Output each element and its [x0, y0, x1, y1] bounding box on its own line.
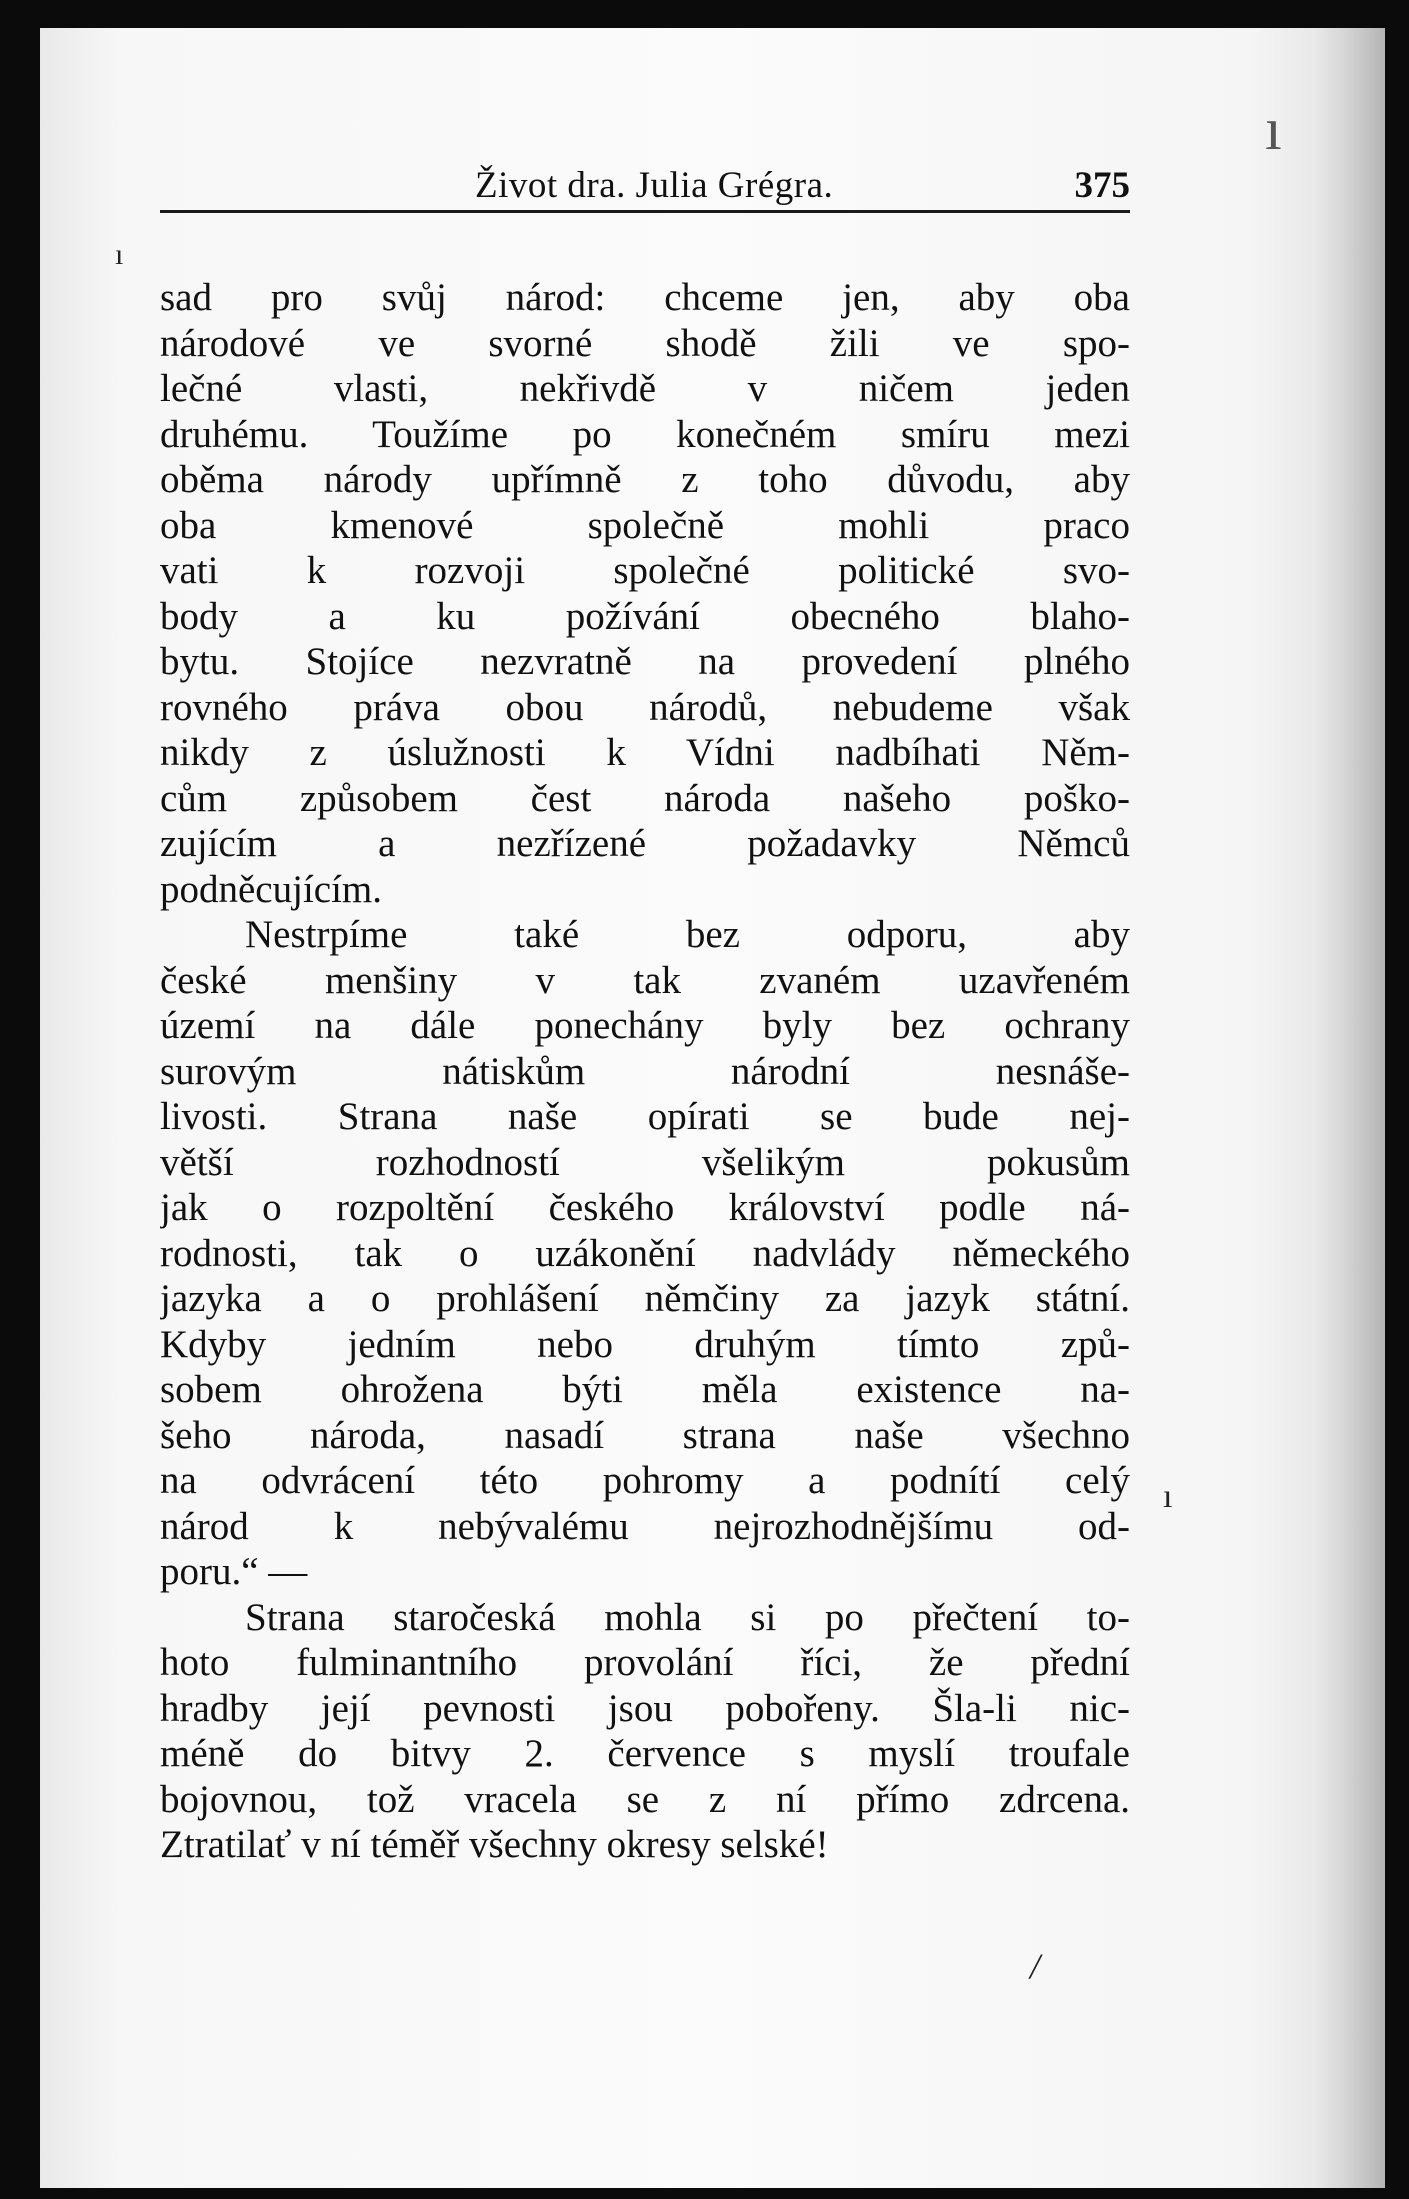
paragraph-first-line: Strana staročeská mohla si po přečtení to-: [245, 1595, 1130, 1639]
text-line: vati k rozvoji společné politické svo-: [160, 549, 1130, 592]
text-line: bojovnou, tož vracela se z ní přímo zdrcena.: [160, 1777, 1130, 1821]
running-header: [160, 160, 1130, 213]
text-line: území na dále ponechány byly bez ochrany: [160, 1004, 1130, 1047]
text-line: druhému. Toužíme po konečném smíru mezi: [160, 412, 1130, 456]
text-line: bytu. Stojíce nezvratně na provedení plného: [160, 640, 1130, 683]
text-line: jazyka a o prohlášení němčiny za jazyk státní.: [160, 1277, 1130, 1320]
text-line: Ztratilať v ní téměř všechny okresy selské!: [160, 1823, 829, 1866]
text-line: cům způsobem čest národa našeho poško-: [160, 776, 1130, 820]
body-text: [160, 275, 1130, 1868]
page-number: 375: [1074, 165, 1130, 206]
text-line: livosti. Strana naše opírati se bude nej-: [160, 1095, 1130, 1138]
text-line: sad pro svůj národ: chceme jen, aby oba: [160, 276, 1130, 319]
text-line: body a ku požívání obecného blaho-: [160, 594, 1130, 638]
text-line: sobem ohrožena býti měla existence na-: [160, 1368, 1130, 1411]
text-line: národové ve svorné shodě žili ve spo-: [160, 321, 1130, 365]
text-line: zujícím a nezřízené požadavky Němců: [160, 822, 1130, 865]
text-line: lečné vlasti, nekřivdě v ničem jeden: [160, 367, 1130, 410]
text-line: české menšiny v tak zvaném uzavřeném: [160, 958, 1130, 1002]
text-line: surovým nátiskům národní nesnáše-: [160, 1049, 1130, 1093]
scan-speck: /: [1030, 1946, 1041, 1986]
text-line: méně do bitvy 2. července s myslí troufale: [160, 1732, 1130, 1775]
paragraph-first-line: Nestrpíme také bez odporu, aby: [245, 913, 1130, 956]
text-line: nikdy z úslužnosti k Vídni nadbíhati Něm-: [160, 731, 1130, 774]
text-line: oběma národy upřímně z toho důvodu, aby: [160, 458, 1130, 501]
text-line: poru.“ —: [160, 1550, 308, 1593]
scan-speck: ı: [115, 238, 124, 271]
text-line: rovného práva obou národů, nebudeme však: [160, 685, 1130, 729]
running-title: Život dra. Julia Grégra.: [475, 165, 834, 206]
text-line: větší rozhodností všelikým pokusům: [160, 1140, 1130, 1184]
text-line: jak o rozpoltění českého království podle ná-: [160, 1186, 1130, 1229]
page-edge-shadow: [1315, 28, 1385, 2188]
text-line: rodnosti, tak o uzákonění nadvlády německého: [160, 1231, 1130, 1275]
text-line: na odvrácení této pohromy a podnítí celý: [160, 1459, 1130, 1502]
text-line: národ k nebývalému nejrozhodnějšímu od-: [160, 1504, 1130, 1548]
text-line: hradby její pevnosti jsou pobořeny. Šla-li nic-: [160, 1686, 1130, 1730]
scan-speck: ı: [1265, 96, 1282, 162]
text-line: Kdyby jedním nebo druhým tímto způ-: [160, 1322, 1130, 1366]
text-line: podněcujícím.: [160, 867, 383, 911]
text-line: hoto fulminantního provolání říci, že přední: [160, 1641, 1130, 1684]
text-line: šeho národa, nasadí strana naše všechno: [160, 1413, 1130, 1457]
text-line: oba kmenové společně mohli praco: [160, 503, 1130, 547]
scan-speck: ı: [1163, 1478, 1173, 1515]
